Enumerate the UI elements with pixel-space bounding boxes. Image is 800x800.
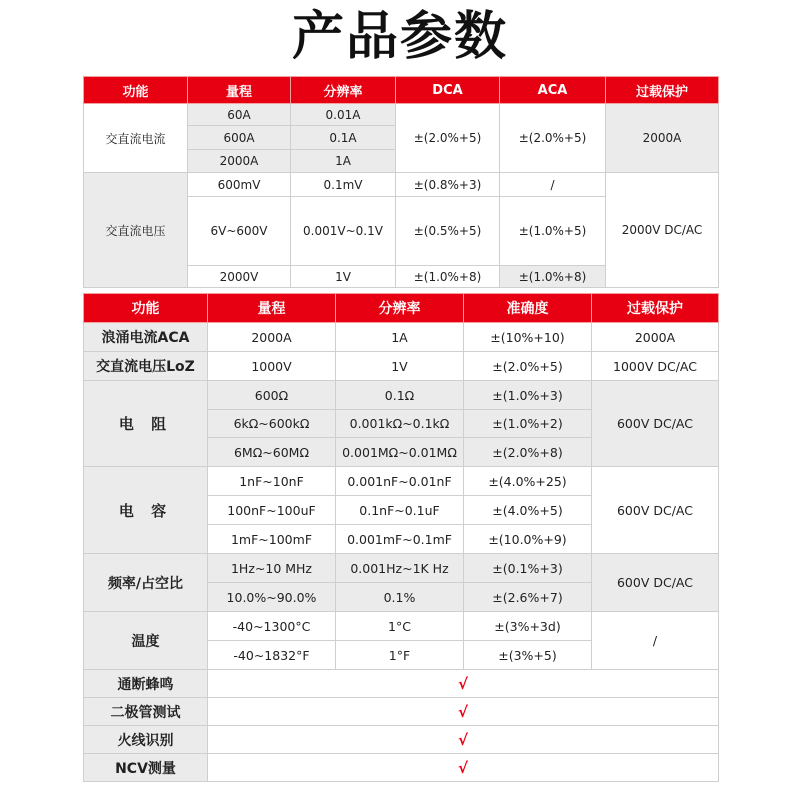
range-cell: 600A [188,126,291,150]
accuracy-cell: ±(1.0%+2) [464,410,592,438]
resolution-cell: 0.1nF~0.1uF [336,496,464,525]
resolution-cell: 0.1% [336,583,464,612]
table-row [84,323,719,352]
range-cell: 6V~600V [188,197,291,266]
check-mark: √ [208,698,719,726]
resolution-cell: 0.1Ω [336,381,464,410]
header-function: 功能 [84,77,188,104]
protection-cell: 600V DC/AC [592,467,719,554]
resolution-cell: 1A [291,150,396,173]
header-protection: 过载保护 [592,294,719,323]
accuracy-cell: ±(10%+10) [464,323,592,352]
table-row [84,467,719,496]
check-mark: √ [208,754,719,782]
resolution-cell: 0.001MΩ~0.01MΩ [336,438,464,467]
header-dca: DCA [396,77,500,104]
function-cell: 二极管测试 [84,698,208,726]
resolution-cell: 1°C [336,612,464,641]
table-row [84,352,719,381]
range-cell: 2000V [188,266,291,288]
range-cell: 1Hz~10 MHz [208,554,336,583]
dca-cell: ±(1.0%+8) [396,266,500,288]
range-cell: -40~1300°C [208,612,336,641]
check-mark: √ [208,726,719,754]
table-row [84,173,719,197]
resolution-cell: 0.1A [291,126,396,150]
dca-cell: ±(2.0%+5) [396,104,500,173]
function-cell: 通断蜂鸣 [84,670,208,698]
table-row [84,726,719,754]
range-cell: -40~1832°F [208,641,336,670]
protection-cell: 2000A [592,323,719,352]
range-cell: 10.0%~90.0% [208,583,336,612]
resolution-cell: 1V [336,352,464,381]
resolution-cell: 1°F [336,641,464,670]
accuracy-cell: ±(2.0%+5) [464,352,592,381]
function-cell: 交直流电压 [84,173,188,288]
function-cell: 电 容 [84,467,208,554]
resolution-cell: 0.01A [291,104,396,126]
protection-cell: 2000A [606,104,719,173]
aca-cell: ±(1.0%+5) [500,197,606,266]
range-cell: 6kΩ~600kΩ [208,410,336,438]
table-row [84,754,719,782]
function-cell: 浪涌电流ACA [84,323,208,352]
range-cell: 1nF~10nF [208,467,336,496]
accuracy-cell: ±(4.0%+5) [464,496,592,525]
header-function: 功能 [84,294,208,323]
range-cell: 600Ω [208,381,336,410]
check-mark: √ [208,670,719,698]
range-cell: 2000A [208,323,336,352]
spec-table-current-voltage [83,76,719,288]
protection-cell: 1000V DC/AC [592,352,719,381]
table-row [84,612,719,641]
aca-cell: ±(1.0%+8) [500,266,606,288]
dca-cell: ±(0.8%+3) [396,173,500,197]
resolution-cell: 1V [291,266,396,288]
header-range: 量程 [208,294,336,323]
function-cell: NCV测量 [84,754,208,782]
resolution-cell: 0.1mV [291,173,396,197]
accuracy-cell: ±(2.6%+7) [464,583,592,612]
protection-cell: 600V DC/AC [592,381,719,467]
range-cell: 1000V [208,352,336,381]
protection-cell: / [592,612,719,670]
aca-cell: ±(2.0%+5) [500,104,606,173]
header-resolution: 分辨率 [291,77,396,104]
protection-cell: 2000V DC/AC [606,173,719,288]
table-row [84,670,719,698]
accuracy-cell: ±(2.0%+8) [464,438,592,467]
header-accuracy: 准确度 [464,294,592,323]
range-cell: 60A [188,104,291,126]
table-header-row [84,77,719,104]
table-row [84,381,719,410]
aca-cell: / [500,173,606,197]
function-cell: 频率/占空比 [84,554,208,612]
function-cell: 火线识别 [84,726,208,754]
accuracy-cell: ±(3%+3d) [464,612,592,641]
accuracy-cell: ±(1.0%+3) [464,381,592,410]
table-row [84,554,719,583]
accuracy-cell: ±(10.0%+9) [464,525,592,554]
header-range: 量程 [188,77,291,104]
accuracy-cell: ±(3%+5) [464,641,592,670]
resolution-cell: 0.001V~0.1V [291,197,396,266]
accuracy-cell: ±(0.1%+3) [464,554,592,583]
resolution-cell: 0.001mF~0.1mF [336,525,464,554]
resolution-cell: 0.001nF~0.01nF [336,467,464,496]
range-cell: 100nF~100uF [208,496,336,525]
header-aca: ACA [500,77,606,104]
resolution-cell: 0.001Hz~1K Hz [336,554,464,583]
table-row [84,698,719,726]
function-cell: 交直流电压LoZ [84,352,208,381]
spec-table-functions [83,293,719,782]
header-protection: 过载保护 [606,77,719,104]
table-header-row [84,294,719,323]
range-cell: 600mV [188,173,291,197]
range-cell: 1mF~100mF [208,525,336,554]
page-title: 产品参数 [291,7,508,67]
function-cell: 温度 [84,612,208,670]
resolution-cell: 1A [336,323,464,352]
range-cell: 2000A [188,150,291,173]
table-row [84,104,719,126]
protection-cell: 600V DC/AC [592,554,719,612]
dca-cell: ±(0.5%+5) [396,197,500,266]
function-cell: 电 阻 [84,381,208,467]
header-resolution: 分辨率 [336,294,464,323]
range-cell: 6MΩ~60MΩ [208,438,336,467]
function-cell: 交直流电流 [84,104,188,173]
accuracy-cell: ±(4.0%+25) [464,467,592,496]
resolution-cell: 0.001kΩ~0.1kΩ [336,410,464,438]
